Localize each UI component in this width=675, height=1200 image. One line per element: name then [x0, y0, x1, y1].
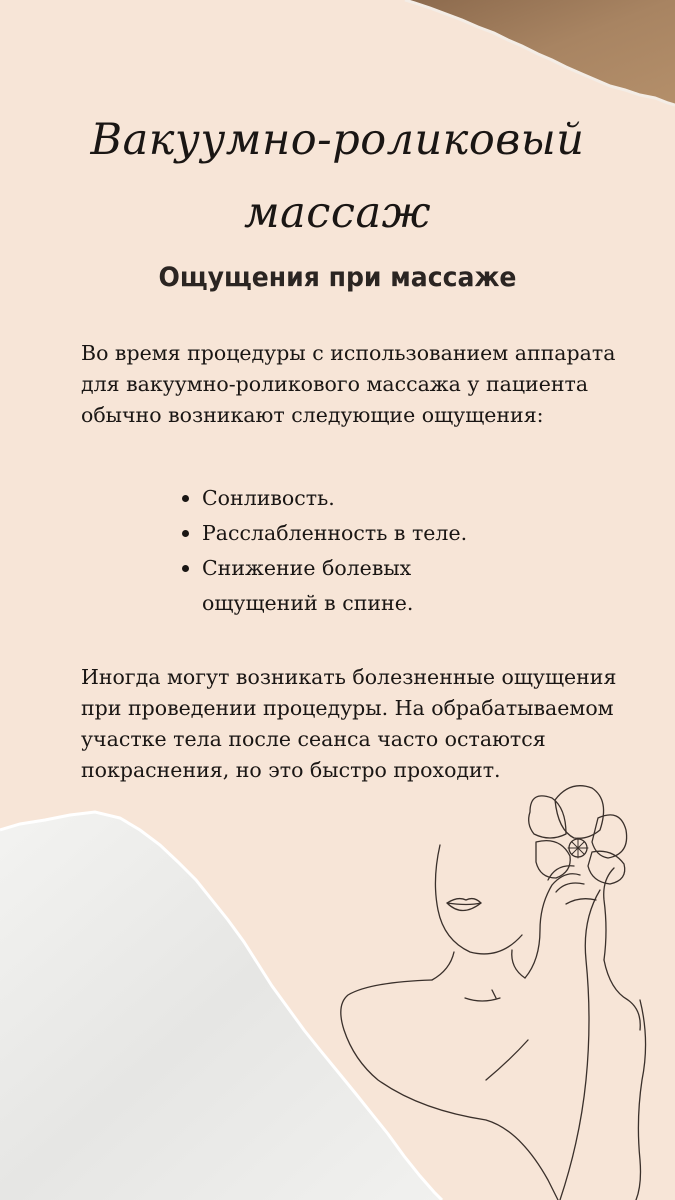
- list-item: Расслабленность в теле.: [180, 516, 510, 551]
- page-subtitle: Ощущения при массаже: [158, 262, 517, 293]
- intro-paragraph: Во время процедуры с использованием аппарата для вакуумно-роликового массажа у пациента обычно возникают следующие ощущения:: [81, 341, 616, 427]
- sensations-list: [180, 481, 510, 621]
- woman-with-flower-line-art: [330, 775, 675, 1200]
- note-paragraph: Иногда могут возникать болезненные ощущения при проведении процедуры. На обрабатываемом участке тела после сеанса часто остаются покраснения, но это быстро проходит.: [81, 665, 617, 782]
- list-item: Сонливость.: [180, 481, 510, 516]
- page-title-line-2: массаж: [244, 188, 431, 238]
- kraft-paper-decoration: [0, 0, 675, 120]
- list-item: Снижение болевых ощущений в спине.: [180, 551, 510, 621]
- page-title-line-1: Вакуумно-роликовый: [90, 115, 585, 165]
